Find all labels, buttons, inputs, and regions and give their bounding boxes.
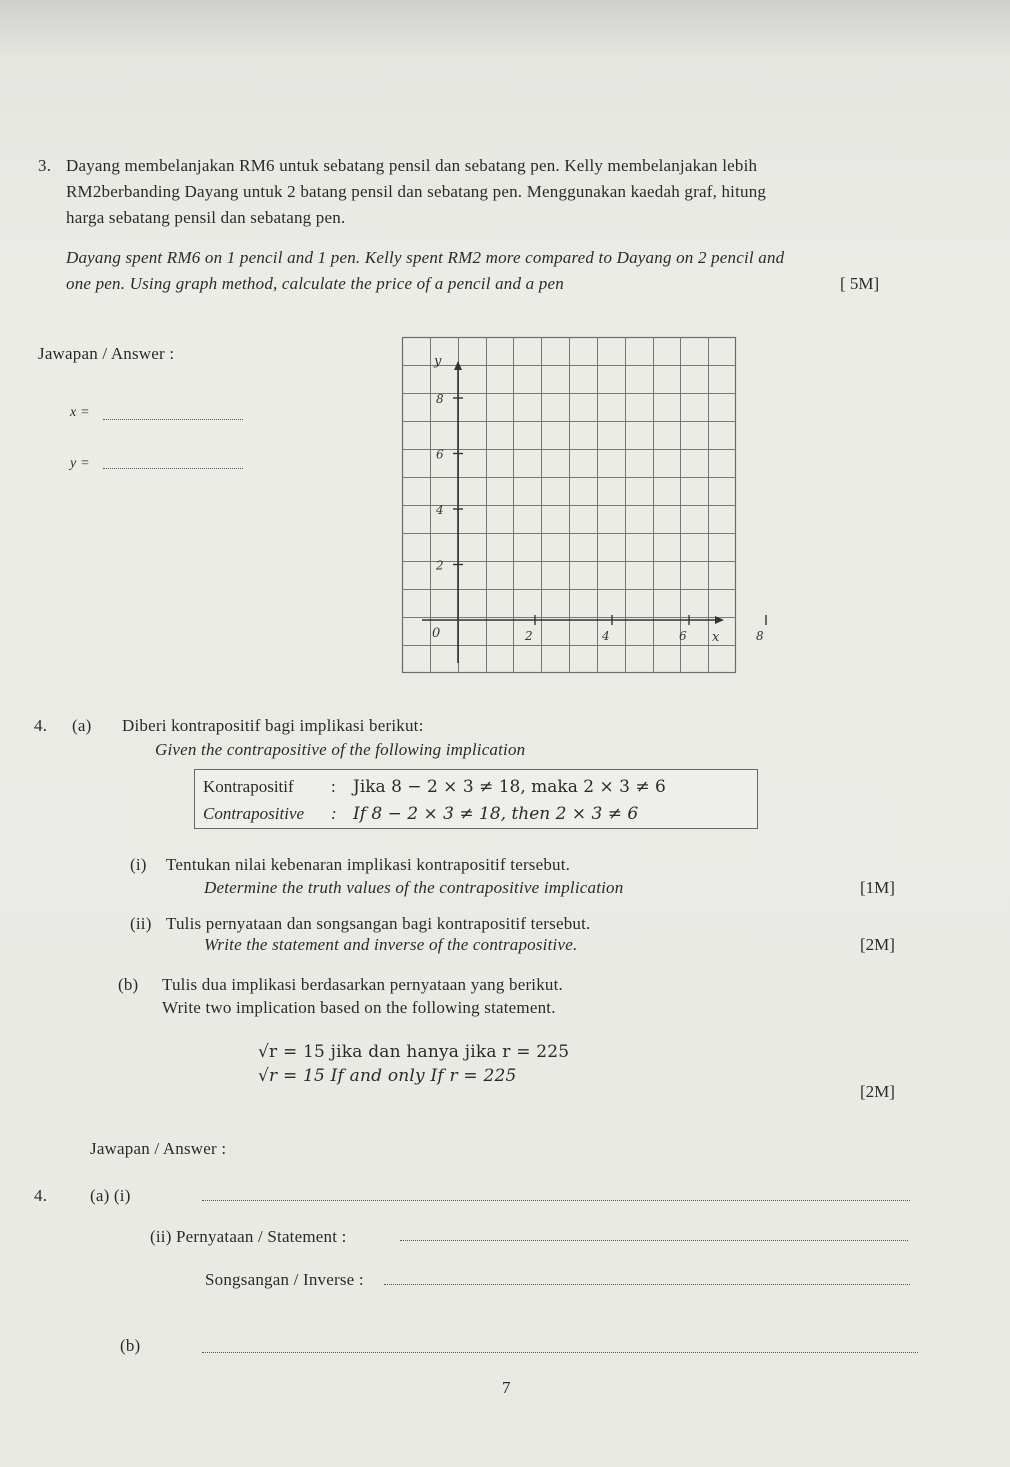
- q4-part-a-label: (a): [72, 716, 92, 735]
- q4aii-english: Write the statement and inverse of the contrapositive.: [204, 935, 578, 954]
- q3-marks: [ 5M]: [840, 274, 880, 293]
- y-tick-label: 4: [436, 503, 444, 517]
- q4-number: 4.: [34, 716, 48, 735]
- q4b-statement-english: √r = 15 If and only If r = 225: [258, 1066, 517, 1086]
- q3-malay-line3: harga sebatang pensil dan sebatang pen.: [66, 208, 346, 227]
- q4b-english: Write two implication based on the following statement.: [162, 998, 556, 1017]
- q4ai-marks: [1M]: [860, 878, 895, 897]
- ans-inverse-label: Songsangan / Inverse :: [205, 1270, 364, 1289]
- graph-grid[interactable]: [402, 337, 764, 673]
- ans-a-i-line[interactable]: [202, 1200, 910, 1201]
- kontrapositif-label: Kontrapositif: [203, 777, 294, 796]
- x-tick-label: 8: [756, 629, 764, 643]
- ans-a-i-label: (a) (i): [90, 1186, 131, 1205]
- x-tick-label: 4: [602, 629, 610, 643]
- ans-b-label: (b): [120, 1336, 141, 1355]
- contrapositive-row-malay: [203, 777, 666, 797]
- q4ai-malay: Tentukan nilai kebenaran implikasi kontrapositif tersebut.: [166, 855, 571, 874]
- q3-malay-line2: RM2berbanding Dayang untuk 2 batang pensil dan sebatang pen. Menggunakan kaedah graf, hitung: [66, 182, 767, 201]
- ans-a-ii-label: (ii) Pernyataan / Statement :: [150, 1227, 347, 1246]
- contrapositive-box: [194, 769, 758, 829]
- q4b-label: (b): [118, 975, 139, 994]
- x-answer-line[interactable]: [103, 419, 243, 420]
- q4-answer-label: Jawapan / Answer :: [90, 1139, 227, 1158]
- q3-english-line1: Dayang spent RM6 on 1 pencil and 1 pen. Kelly spent RM2 more compared to Dayang on 2 pencil and: [66, 248, 785, 267]
- q4a-malay: Diberi kontrapositif bagi implikasi berikut:: [122, 716, 424, 735]
- x-tick-label: 2: [525, 629, 533, 643]
- q3-malay-line1: Dayang membelanjakan RM6 untuk sebatang pensil dan sebatang pen. Kelly membelanjakan lebih: [66, 156, 758, 175]
- q4a-english: Given the contrapositive of the following implication: [155, 740, 526, 759]
- q4aii-label: (ii): [130, 914, 152, 933]
- y-axis-label: y: [434, 354, 442, 369]
- y-tick-label: 2: [436, 558, 444, 573]
- x-tick-label: 6: [679, 629, 687, 643]
- x-axis-label: x: [712, 630, 720, 645]
- kontrapositif-statement: Jika 8 − 2 × 3 ≠ 18, maka 2 × 3 ≠ 6: [353, 777, 666, 797]
- q4aii-marks: [2M]: [860, 935, 895, 954]
- q4ai-english: Determine the truth values of the contrapositive implication: [204, 878, 624, 897]
- q3-number: 3.: [38, 156, 52, 175]
- q4aii-malay: Tulis pernyataan dan songsangan bagi kontrapositif tersebut.: [166, 914, 591, 933]
- q3-english-line2: one pen. Using graph method, calculate the price of a pencil and a pen: [66, 274, 564, 293]
- q4b-statement-malay: √r = 15 jika dan hanya jika r = 225: [258, 1042, 570, 1062]
- graph-svg: [402, 337, 764, 673]
- q4b-marks: [2M]: [860, 1082, 895, 1101]
- q4b-malay: Tulis dua implikasi berdasarkan pernyataan yang berikut.: [162, 975, 564, 994]
- y-tick-label: 8: [436, 392, 444, 406]
- q3-answer-label: Jawapan / Answer :: [38, 344, 175, 363]
- x-answer-label: x =: [70, 405, 90, 420]
- contrapositive-label: Contrapositive: [203, 804, 305, 823]
- ans-b-line[interactable]: [202, 1352, 918, 1353]
- ans-statement-line[interactable]: [400, 1240, 908, 1241]
- ans-q4-number: 4.: [34, 1186, 48, 1205]
- y-answer-label: y =: [70, 456, 90, 471]
- contrapositive-row-english: [203, 804, 638, 824]
- row1-separator: :: [331, 777, 336, 796]
- contrapositive-statement: If 8 − 2 × 3 ≠ 18, then 2 × 3 ≠ 6: [353, 804, 639, 824]
- y-answer-line[interactable]: [103, 468, 243, 469]
- page-number: 7: [502, 1378, 511, 1397]
- q4ai-label: (i): [130, 855, 147, 874]
- row2-separator: :: [331, 804, 337, 823]
- origin-label: 0: [432, 626, 441, 641]
- ans-inverse-line[interactable]: [384, 1284, 910, 1285]
- y-tick-label: 6: [436, 447, 444, 462]
